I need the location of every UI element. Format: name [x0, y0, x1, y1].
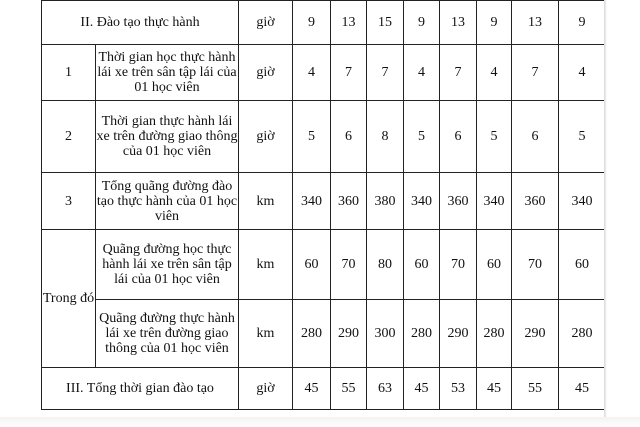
value-cell: 6 — [440, 101, 477, 173]
value-cell: 6 — [331, 101, 367, 173]
value-cell: 15 — [367, 1, 404, 45]
value-cell: 45 — [404, 368, 440, 410]
value-cell: 70 — [512, 230, 559, 300]
value-cell: 7 — [512, 45, 559, 101]
table-row-sub-b — [42, 300, 606, 368]
value-cell: 5 — [404, 101, 440, 173]
value-cell: 280 — [477, 300, 512, 368]
value-cell: 280 — [404, 300, 440, 368]
unit-cell: giờ — [239, 368, 293, 410]
value-cell: 280 — [293, 300, 331, 368]
page-bottom-shadow — [0, 417, 640, 427]
value-cell: 5 — [559, 101, 606, 173]
value-cell: 340 — [293, 173, 331, 230]
value-cell: 5 — [477, 101, 512, 173]
training-table — [41, 0, 606, 410]
section-2-label: II. Đào tạo thực hành — [42, 1, 239, 45]
value-cell: 360 — [440, 173, 477, 230]
table-row-sub-a — [42, 230, 606, 300]
unit-cell: giờ — [239, 101, 293, 173]
table-row-3 — [42, 173, 606, 230]
value-cell: 380 — [367, 173, 404, 230]
value-cell: 7 — [367, 45, 404, 101]
row-description: Quãng đường học thực hành lái xe trên sân tập lái của 01 học viên — [96, 230, 239, 300]
value-cell: 8 — [367, 101, 404, 173]
value-cell: 340 — [477, 173, 512, 230]
value-cell: 6 — [512, 101, 559, 173]
value-cell: 360 — [331, 173, 367, 230]
value-cell: 9 — [559, 1, 606, 45]
unit-cell: km — [239, 173, 293, 230]
value-cell: 280 — [559, 300, 606, 368]
value-cell: 9 — [477, 1, 512, 45]
value-cell: 9 — [404, 1, 440, 45]
value-cell: 340 — [404, 173, 440, 230]
value-cell: 60 — [404, 230, 440, 300]
value-cell: 7 — [440, 45, 477, 101]
value-cell: 45 — [559, 368, 606, 410]
value-cell: 4 — [477, 45, 512, 101]
table-row-1 — [42, 45, 606, 101]
value-cell: 5 — [293, 101, 331, 173]
row-description: Thời gian thực hành lái xe trên đường giao thông của 01 học viên — [96, 101, 239, 173]
value-cell: 60 — [559, 230, 606, 300]
value-cell: 290 — [440, 300, 477, 368]
value-cell: 4 — [404, 45, 440, 101]
table-row-2 — [42, 101, 606, 173]
row-index: 3 — [42, 173, 96, 230]
unit-cell: giờ — [239, 45, 293, 101]
value-cell: 4 — [559, 45, 606, 101]
value-cell: 13 — [331, 1, 367, 45]
unit-cell: km — [239, 230, 293, 300]
unit-cell: km — [239, 300, 293, 368]
row-description: Quãng đường thực hành lái xe trên đường giao thông của 01 học viên — [96, 300, 239, 368]
trong-do-label: Trong đó — [42, 230, 96, 368]
section-3-label: III. Tổng thời gian đào tạo — [42, 368, 239, 410]
value-cell: 70 — [440, 230, 477, 300]
row-description: Thời gian học thực hành lái xe trên sân tập lái của 01 học viên — [96, 45, 239, 101]
value-cell: 55 — [331, 368, 367, 410]
row-index: 1 — [42, 45, 96, 101]
value-cell: 9 — [293, 1, 331, 45]
value-cell: 290 — [331, 300, 367, 368]
value-cell: 360 — [512, 173, 559, 230]
value-cell: 13 — [512, 1, 559, 45]
value-cell: 60 — [293, 230, 331, 300]
value-cell: 60 — [477, 230, 512, 300]
value-cell: 290 — [512, 300, 559, 368]
row-index: 2 — [42, 101, 96, 173]
value-cell: 53 — [440, 368, 477, 410]
value-cell: 45 — [477, 368, 512, 410]
page-edge-shadow — [604, 0, 607, 427]
value-cell: 80 — [367, 230, 404, 300]
value-cell: 4 — [293, 45, 331, 101]
unit-cell: giờ — [239, 1, 293, 45]
value-cell: 340 — [559, 173, 606, 230]
table-row-section-3 — [42, 368, 606, 410]
table-row-section-2 — [42, 1, 606, 45]
value-cell: 63 — [367, 368, 404, 410]
value-cell: 45 — [293, 368, 331, 410]
value-cell: 7 — [331, 45, 367, 101]
value-cell: 300 — [367, 300, 404, 368]
value-cell: 70 — [331, 230, 367, 300]
value-cell: 55 — [512, 368, 559, 410]
value-cell: 13 — [440, 1, 477, 45]
row-description: Tổng quãng đường đào tạo thực hành của 01 học viên — [96, 173, 239, 230]
